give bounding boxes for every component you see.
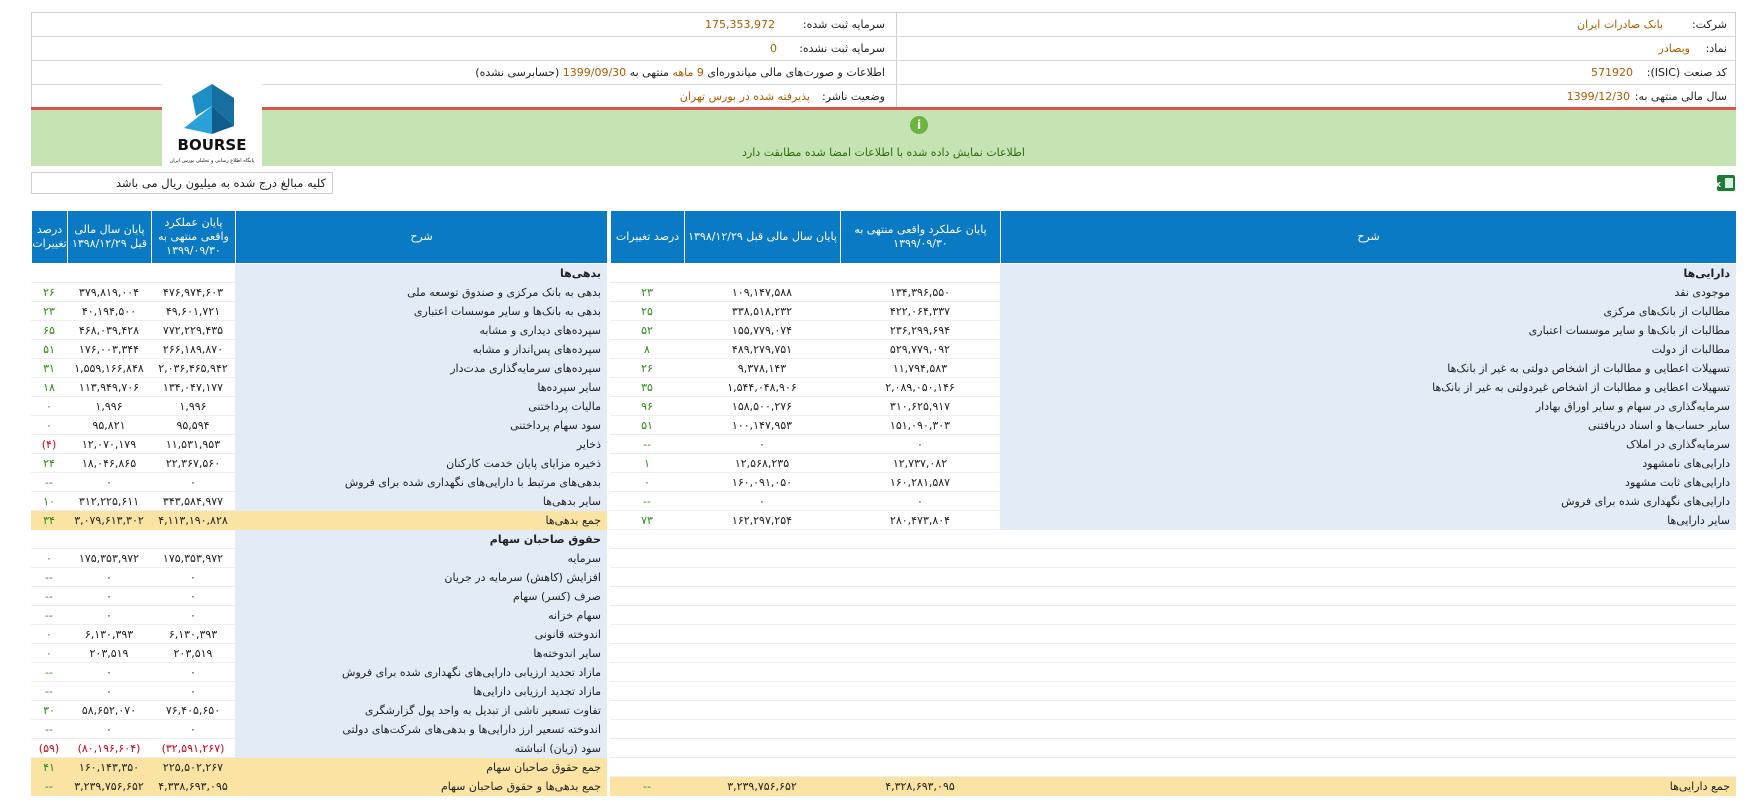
empty-row <box>610 587 1736 606</box>
row-change-percent: -- <box>643 438 651 451</box>
info-row-fiscal <box>32 85 1735 109</box>
row-current-value: ۲۶۶,۱۸۹,۸۷۰ <box>162 343 224 356</box>
row-current-value: ۴۷۶,۹۷۴,۶۰۳ <box>162 286 224 299</box>
row-previous-value <box>67 530 151 549</box>
row-previous-value: ۳,۰۷۹,۶۱۳,۳۰۲ <box>67 511 151 530</box>
row-previous-value: ۱۵۵,۷۷۹,۰۷۴ <box>731 324 793 337</box>
table-row <box>31 302 607 321</box>
row-description: حقوق صاحبان سهام <box>235 530 607 549</box>
table-row <box>31 720 607 739</box>
row-previous-value: ۰ <box>759 495 765 508</box>
row-description: صرف (کسر) سهام <box>235 587 607 606</box>
row-previous-value: ۴۰,۱۹۴,۵۰۰ <box>81 305 137 318</box>
row-change-percent: (۵۹) <box>38 742 60 755</box>
empty-row <box>610 549 1736 568</box>
row-change-percent: ۰ <box>46 552 52 565</box>
table-row <box>610 283 1736 302</box>
logo-subtitle: پایگاه اطلاع رسانی و تحلیلی بورس ایران <box>169 158 255 164</box>
bourse-logo-mark <box>162 76 262 170</box>
logo-title: BOURSE <box>177 136 247 154</box>
row-description: افزایش (کاهش) سرمایه در جریان <box>235 568 607 587</box>
table-row <box>31 473 607 492</box>
row-previous-value: ۱۱۳,۹۴۹,۷۰۶ <box>78 381 140 394</box>
row-current-value: ۰ <box>190 590 196 603</box>
row-description: سایر اندوخته‌ها <box>235 644 607 663</box>
row-change-percent: ۲۶ <box>641 362 653 375</box>
row-current-value: ۱۶۰,۲۸۱,۵۸۷ <box>889 476 951 489</box>
row-description: دارایی‌های نگهداری شده برای فروش <box>1000 492 1736 511</box>
row-current-value: ۲۲,۳۶۷,۵۶۰ <box>165 457 221 470</box>
row-current-value: ۱۳۴,۰۴۷,۱۷۷ <box>162 381 224 394</box>
row-description: سایر سپرده‌ها <box>235 378 607 397</box>
table-row <box>31 397 607 416</box>
row-change-percent: ۶۵ <box>43 324 55 337</box>
row-change-percent <box>31 264 67 283</box>
row-description: بدهی به بانک مرکزی و صندوق توسعه ملی <box>235 283 607 302</box>
row-current-value: ۳۴۳,۵۸۴,۹۷۷ <box>162 495 224 508</box>
row-previous-value: ۱,۹۹۶ <box>95 400 123 413</box>
empty-row <box>610 530 1736 549</box>
row-current-value: ۰ <box>917 438 923 451</box>
table-row <box>31 549 607 568</box>
row-description: سپرده‌های سرمایه‌گذاری مدت‌دار <box>235 359 607 378</box>
row-previous-value: ۳۷۹,۸۱۹,۰۰۴ <box>78 286 140 299</box>
table-row <box>610 321 1736 340</box>
row-current-value: ۲۰۳,۵۱۹ <box>173 647 213 660</box>
row-current-value: ۱۷۵,۳۵۳,۹۷۲ <box>162 552 224 565</box>
row-current-value: ۲,۰۳۶,۴۶۵,۹۴۲ <box>158 362 228 375</box>
row-current-value: ۷۶,۴۰۵,۶۵۰ <box>165 704 221 717</box>
row-description: موجودی نقد <box>1000 283 1736 302</box>
assets-header-prev: پایان سال مالی قبل ۱۳۹۸/۱۲/۲۹ <box>684 211 840 263</box>
info-icon: i <box>910 116 928 134</box>
row-description: سهام خزانه <box>235 606 607 625</box>
company-label: شرکت: <box>1691 18 1727 31</box>
row-change-percent: ۲۴ <box>43 457 55 470</box>
row-previous-value: ۱۰۰,۱۴۷,۹۵۳ <box>731 419 793 432</box>
row-current-value: (۳۲,۵۹۱,۲۶۷) <box>161 742 225 755</box>
liab-header-desc: شرح <box>235 211 607 263</box>
row-current-value: ۰ <box>190 609 196 622</box>
row-description: سرمایه‌گذاری در املاک <box>1000 435 1736 454</box>
row-change-percent: ۲۳ <box>43 305 55 318</box>
row-description: سایر حساب‌ها و اسناد دریافتنی <box>1000 416 1736 435</box>
total-row <box>31 777 607 796</box>
table-row <box>31 644 607 663</box>
capital-label: سرمایه ثبت شده: <box>802 18 885 31</box>
table-row <box>610 492 1736 511</box>
row-description: مطالبات از دولت <box>1000 340 1736 359</box>
row-change-percent: ۳۱ <box>43 362 55 375</box>
row-current-value: ۹۵,۵۹۴ <box>176 419 210 432</box>
section-row <box>31 264 607 283</box>
row-change-percent: ۲۵ <box>641 305 653 318</box>
row-previous-value: ۱۸,۰۴۶,۸۶۵ <box>81 457 137 470</box>
svg-text:x: x <box>1715 180 1721 190</box>
table-row <box>31 321 607 340</box>
row-description: ذخیره مزایای پایان خدمت کارکنان <box>235 454 607 473</box>
table-row <box>610 340 1736 359</box>
table-row <box>31 283 607 302</box>
empty-row <box>610 625 1736 644</box>
row-previous-value: ۵۸,۶۵۲,۰۷۰ <box>81 704 137 717</box>
row-previous-value: (۸۰,۱۹۶,۶۰۴) <box>77 742 141 755</box>
row-change-percent: ۴۱ <box>31 758 67 777</box>
row-previous-value: ۰ <box>106 609 112 622</box>
row-previous-value: ۳۱۲,۲۲۵,۶۱۱ <box>78 495 140 508</box>
row-description: جمع بدهی‌ها <box>235 511 607 530</box>
row-description: سپرده‌های دیداری و مشابه <box>235 321 607 340</box>
row-previous-value: ۲۰۳,۵۱۹ <box>89 647 129 660</box>
liab-header-prev: پایان سال مالی قبل ۱۳۹۸/۱۲/۲۹ <box>67 211 151 263</box>
table-row <box>610 378 1736 397</box>
row-previous-value: ۳۳۸,۵۱۸,۲۳۲ <box>731 305 793 318</box>
row-current-value: ۲۳۶,۲۹۹,۶۹۴ <box>889 324 951 337</box>
table-row <box>31 416 607 435</box>
row-description: تفاوت تسعیر ناشی از تبدیل به واحد پول گزارشگری <box>235 701 607 720</box>
row-change-percent: ۰ <box>46 400 52 413</box>
row-description: تسهیلات اعطایی و مطالبات از اشخاص غیردولتی به غیر از بانک‌ها <box>1000 378 1736 397</box>
isic-value: 571920 <box>1591 66 1633 79</box>
row-change-percent: ۰ <box>644 476 650 489</box>
section-row <box>610 264 1736 283</box>
assets-header-current: پایان عملکرد واقعی منتهی به ۱۳۹۹/۰۹/۳۰ <box>840 211 1000 263</box>
row-current-value: ۴۹,۶۰۱,۷۲۱ <box>165 305 221 318</box>
currency-unit-note: کلیه مبالغ درج شده به میلیون ریال می باشد <box>31 172 333 194</box>
fiscal-label: سال مالی منتهی به: <box>1634 90 1727 103</box>
row-current-value: ۴,۳۲۸,۶۹۳,۰۹۵ <box>840 777 1000 796</box>
row-change-percent: ۲۳ <box>641 286 653 299</box>
row-previous-value: ۹۵,۸۲۱ <box>92 419 126 432</box>
row-change-percent: ۱۰ <box>43 495 55 508</box>
row-previous-value: ۱۲,۰۷۰,۱۷۹ <box>81 438 137 451</box>
row-previous-value: ۰ <box>106 476 112 489</box>
bourse-logo <box>162 76 262 170</box>
row-previous-value: ۱۰۹,۱۴۷,۵۸۸ <box>731 286 793 299</box>
row-current-value: ۱۲,۷۳۷,۰۸۲ <box>892 457 948 470</box>
table-row <box>31 359 607 378</box>
row-current-value: ۷۷۲,۲۲۹,۴۳۵ <box>162 324 224 337</box>
row-previous-value <box>67 264 151 283</box>
section-row <box>31 530 607 549</box>
row-change-percent: ۱۸ <box>43 381 55 394</box>
unreg-capital-label: سرمایه ثبت نشده: <box>799 42 885 55</box>
statement-date: 1399/09/30 <box>562 66 627 79</box>
row-change-percent: -- <box>45 476 53 489</box>
company-info-panel <box>31 12 1736 108</box>
row-previous-value: ۳,۲۳۹,۷۵۶,۶۵۲ <box>684 777 840 796</box>
empty-row <box>610 720 1736 739</box>
row-previous-value: ۴۸۹,۲۷۹,۷۵۱ <box>731 343 793 356</box>
notice-text: اطلاعات نمایش داده شده با اطلاعات امضا شده مطابقت دارد <box>742 146 1025 159</box>
statement-audit: (حسابرسی نشده) <box>475 66 560 79</box>
assets-header-desc: شرح <box>1000 211 1736 263</box>
row-description: سایر بدهی‌ها <box>235 492 607 511</box>
row-description: سپرده‌های پس‌انداز و مشابه <box>235 340 607 359</box>
row-current-value: ۱۳۴,۳۹۶,۵۵۰ <box>889 286 951 299</box>
statement-text-b: منتهی به <box>629 66 669 79</box>
table-row <box>31 492 607 511</box>
row-previous-value: ۳,۲۳۹,۷۵۶,۶۵۲ <box>67 777 151 796</box>
row-previous-value: ۱۲,۵۶۸,۲۳۵ <box>734 457 790 470</box>
row-change-percent: -- <box>45 571 53 584</box>
row-current-value: ۰ <box>190 666 196 679</box>
row-change-percent: -- <box>45 609 53 622</box>
table-row <box>610 511 1736 530</box>
row-change-percent: ۳۵ <box>641 381 653 394</box>
table-row <box>610 416 1736 435</box>
row-current-value: ۱۵۱,۰۹۰,۳۰۳ <box>889 419 951 432</box>
row-current-value: ۲۸۰,۴۷۳,۸۰۴ <box>889 514 951 527</box>
row-description: بدهی به بانک‌ها و سایر موسسات اعتباری <box>235 302 607 321</box>
liab-header-pct: درصد تغییرات <box>31 211 67 263</box>
table-row <box>31 625 607 644</box>
row-description: مطالبات از بانک‌ها و سایر موسسات اعتباری <box>1000 321 1736 340</box>
assets-section-title: دارایی‌ها <box>1000 264 1736 283</box>
table-row <box>610 302 1736 321</box>
row-previous-value: ۱۶۲,۲۹۷,۲۵۴ <box>731 514 793 527</box>
row-change-percent: ۰ <box>46 647 52 660</box>
row-previous-value: ۱۶۰,۰۹۱,۰۵۰ <box>731 476 793 489</box>
row-change-percent: ۷۳ <box>641 514 653 527</box>
table-row <box>610 454 1736 473</box>
row-description: جمع دارایی‌ها <box>1000 777 1736 796</box>
row-previous-value: ۰ <box>106 666 112 679</box>
row-current-value: ۳۱۰,۶۲۵,۹۱۷ <box>889 400 951 413</box>
row-previous-value: ۱۷۶,۰۰۳,۳۴۴ <box>78 343 140 356</box>
row-previous-value: ۰ <box>106 685 112 698</box>
table-row <box>31 435 607 454</box>
row-current-value: ۲,۰۸۹,۰۵۰,۱۴۶ <box>885 381 955 394</box>
row-previous-value: ۰ <box>106 571 112 584</box>
unreg-capital-value: 0 <box>770 42 777 55</box>
row-previous-value: ۱,۵۴۴,۰۴۸,۹۰۶ <box>727 381 797 394</box>
row-description: بدهی‌ها <box>235 264 607 283</box>
row-change-percent <box>31 530 67 549</box>
row-current-value <box>151 530 235 549</box>
row-change-percent: -- <box>610 777 684 796</box>
row-change-percent: -- <box>45 590 53 603</box>
table-row <box>31 701 607 720</box>
empty-row <box>610 701 1736 720</box>
row-current-value: ۱۱,۷۹۴,۵۸۳ <box>892 362 948 375</box>
table-row <box>31 587 607 606</box>
empty-row <box>610 682 1736 701</box>
status-value: پذیرفته شده در بورس تهران <box>679 90 810 103</box>
table-row <box>610 435 1736 454</box>
row-description: اندوخته تسعیر ارز دارایی‌ها و بدهی‌های شرکت‌های دولتی <box>235 720 607 739</box>
row-current-value: ۰ <box>190 571 196 584</box>
table-row <box>31 340 607 359</box>
row-description: مازاد تجدید ارزیابی دارایی‌های نگهداری شده برای فروش <box>235 663 607 682</box>
table-row <box>31 454 607 473</box>
row-change-percent: ۵۱ <box>641 419 653 432</box>
table-row <box>610 397 1736 416</box>
total-row <box>31 758 607 777</box>
row-description: بدهی‌های مرتبط با دارایی‌های نگهداری شده برای فروش <box>235 473 607 492</box>
verification-notice <box>31 110 1736 166</box>
table-row <box>610 473 1736 492</box>
table-row <box>31 606 607 625</box>
info-row-symbol <box>32 37 1735 61</box>
row-change-percent: ۲۶ <box>43 286 55 299</box>
empty-row <box>610 663 1736 682</box>
capital-value: 175,353,972 <box>705 18 775 31</box>
row-current-value: ۴۲۲,۰۶۴,۳۳۷ <box>889 305 951 318</box>
row-description: اندوخته قانونی <box>235 625 607 644</box>
row-previous-value: ۱,۵۵۹,۱۶۶,۸۴۸ <box>74 362 144 375</box>
row-change-percent: (۴) <box>41 438 57 451</box>
row-change-percent: ۰ <box>46 419 52 432</box>
row-change-percent: ۵۲ <box>641 324 653 337</box>
excel-export-icon[interactable] <box>1716 173 1736 193</box>
row-current-value: ۴,۳۳۸,۶۹۳,۰۹۵ <box>151 777 235 796</box>
total-row <box>31 511 607 530</box>
row-description: تسهیلات اعطایی و مطالبات از اشخاص دولتی به غیر از بانک‌ها <box>1000 359 1736 378</box>
table-row <box>31 378 607 397</box>
row-previous-value: ۱۵۸,۵۰۰,۲۷۶ <box>731 400 793 413</box>
row-previous-value: ۶,۱۳۰,۳۹۳ <box>84 628 134 641</box>
row-current-value: ۲۲۵,۵۰۲,۲۶۷ <box>151 758 235 777</box>
row-change-percent: ۳۴ <box>31 511 67 530</box>
row-change-percent: -- <box>643 495 651 508</box>
row-description: سود سهام پرداختنی <box>235 416 607 435</box>
row-current-value: ۰ <box>190 723 196 736</box>
isic-label: کد صنعت (ISIC): <box>1646 66 1727 79</box>
row-change-percent: ۸ <box>644 343 650 356</box>
info-row-isic <box>32 61 1735 85</box>
empty-row <box>610 606 1736 625</box>
row-current-value: ۰ <box>917 495 923 508</box>
row-description: جمع حقوق صاحبان سهام <box>235 758 607 777</box>
row-change-percent: ۰ <box>46 628 52 641</box>
fiscal-value: 1399/12/30 <box>1566 90 1630 103</box>
row-change-percent: -- <box>45 685 53 698</box>
empty-row <box>610 739 1736 758</box>
empty-row <box>610 758 1736 777</box>
table-row <box>610 359 1736 378</box>
total-row <box>610 777 1736 796</box>
row-previous-value: ۱۷۵,۳۵۳,۹۷۲ <box>78 552 140 565</box>
info-row-company <box>32 13 1735 37</box>
row-description: دارایی‌های ثابت مشهود <box>1000 473 1736 492</box>
row-description: مازاد تجدید ارزیابی دارایی‌ها <box>235 682 607 701</box>
statement-text-a: اطلاعات و صورت‌های مالی میاندوره‌ای <box>707 66 885 79</box>
table-row <box>31 568 607 587</box>
row-change-percent: ۵۱ <box>43 343 55 356</box>
row-description: دارایی‌های نامشهود <box>1000 454 1736 473</box>
row-current-value: ۴,۱۱۳,۱۹۰,۸۲۸ <box>151 511 235 530</box>
row-change-percent: -- <box>31 777 67 796</box>
symbol-value[interactable]: وبصادر <box>1658 42 1690 55</box>
assets-header-pct: درصد تغییرات <box>610 211 684 263</box>
row-change-percent: ۱ <box>644 457 650 470</box>
row-change-percent: ۹۶ <box>641 400 653 413</box>
liab-header-current: پایان عملکرد واقعی منتهی به ۱۳۹۹/۰۹/۳۰ <box>151 211 235 263</box>
row-current-value: ۶,۱۳۰,۳۹۳ <box>168 628 218 641</box>
row-change-percent: ۳۰ <box>43 704 55 717</box>
table-row <box>31 739 607 758</box>
row-description: مطالبات از بانک‌های مرکزی <box>1000 302 1736 321</box>
row-previous-value: ۰ <box>759 438 765 451</box>
statement-title <box>475 61 885 84</box>
table-row <box>31 682 607 701</box>
row-previous-value: ۰ <box>106 590 112 603</box>
row-previous-value: ۹,۳۷۸,۱۴۳ <box>737 362 787 375</box>
statement-months: 9 ماهه <box>672 66 704 79</box>
company-value[interactable]: بانک صادرات ایران <box>1577 18 1663 31</box>
row-description: سایر دارایی‌ها <box>1000 511 1736 530</box>
row-change-percent: -- <box>45 723 53 736</box>
empty-row <box>610 568 1736 587</box>
row-current-value <box>151 264 235 283</box>
table-row <box>31 663 607 682</box>
row-description: مالیات پرداختنی <box>235 397 607 416</box>
row-description: جمع بدهی‌ها و حقوق صاحبان سهام <box>235 777 607 796</box>
row-description: سود (زیان) انباشته <box>235 739 607 758</box>
row-previous-value: ۰ <box>106 723 112 736</box>
row-current-value: ۱,۹۹۶ <box>179 400 207 413</box>
row-description: سرمایه‌گذاری در سهام و سایر اوراق بهادار <box>1000 397 1736 416</box>
row-description: ذخایر <box>235 435 607 454</box>
row-current-value: ۱۱,۵۳۱,۹۵۳ <box>165 438 221 451</box>
row-description: سرمایه <box>235 549 607 568</box>
row-previous-value: ۴۶۸,۰۳۹,۴۲۸ <box>78 324 140 337</box>
row-previous-value: ۱۶۰,۱۴۳,۳۵۰ <box>67 758 151 777</box>
empty-row <box>610 644 1736 663</box>
row-current-value: ۰ <box>190 685 196 698</box>
row-current-value: ۵۲۹,۷۷۹,۰۹۲ <box>889 343 951 356</box>
row-current-value: ۰ <box>190 476 196 489</box>
symbol-label: نماد: <box>1705 42 1727 55</box>
row-change-percent: -- <box>45 666 53 679</box>
status-label: وضعیت ناشر: <box>822 90 885 103</box>
